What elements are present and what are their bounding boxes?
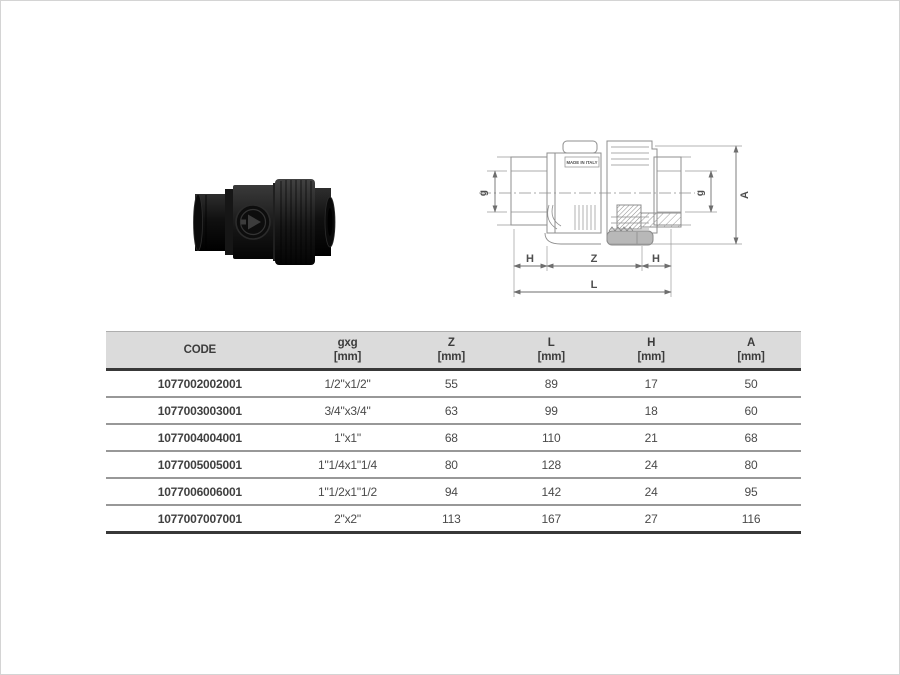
cell-gxg: 1"1/2x1"1/2 [317,484,378,499]
column-header-a: A [mm] [737,336,765,363]
technical-drawing-svg [449,109,761,311]
dim-label-l: L [590,279,598,291]
table-row [106,398,801,425]
cell-h: 27 [644,511,658,526]
cell-a: 60 [744,403,758,418]
table-row [106,452,801,479]
cell-a: 116 [741,511,761,526]
cell-gxg: 1"1/4x1"1/4 [317,457,378,472]
fitting-photo [194,179,336,265]
cell-gxg: 1"x1" [334,430,361,445]
cell-z: 113 [442,511,461,526]
extension-lines [487,146,742,297]
cell-l: 99 [544,403,558,418]
cell-a: 95 [744,484,758,499]
cell-code: 1077006006001 [157,484,242,499]
cell-gxg: 2"x2" [334,511,361,526]
cell-z: 55 [444,376,458,391]
cell-h: 24 [644,484,658,499]
dim-label-g-left: g [478,189,489,197]
column-header-z: Z [mm] [437,336,465,363]
column-header-code: CODE [183,343,217,356]
cell-code: 1077005005001 [157,457,242,472]
dim-label-z: Z [590,253,598,265]
cell-l: 128 [541,457,561,472]
cell-code: 1077003003001 [157,403,242,418]
cell-a: 68 [744,430,758,445]
dim-label-a: A [739,191,751,199]
table-header-row [106,331,801,371]
made-in-italy-label [565,157,599,167]
cell-z: 94 [444,484,458,499]
dimension-lines [495,146,736,292]
cell-h: 17 [644,376,658,391]
cell-a: 80 [744,457,758,472]
column-header-l: L [mm] [537,336,565,363]
table-row [106,371,801,398]
column-header-h: H [mm] [637,336,665,363]
cell-h: 18 [644,403,658,418]
technical-drawing [449,109,761,311]
cell-code: 1077007007001 [157,511,242,526]
cell-z: 63 [444,403,458,418]
cell-z: 68 [444,430,458,445]
table-row [106,506,801,534]
table-row [106,479,801,506]
cell-h: 21 [644,430,658,445]
cell-code: 1077004004001 [157,430,242,445]
grip-ring [607,227,653,245]
product-photo [189,171,341,273]
cell-l: 142 [541,484,561,499]
circular-arrow-logo-icon [236,205,270,239]
cell-h: 24 [644,457,658,472]
dim-label-g-right: g [695,189,706,197]
cell-z: 80 [444,457,458,472]
cell-gxg: 3/4"x3/4" [324,403,371,418]
dim-label-h-right: H [652,253,660,265]
cell-l: 110 [541,430,561,445]
column-header-gxg: gxg [mm] [333,336,362,363]
cell-code: 1077002002001 [157,376,242,391]
table-row [106,425,801,452]
cell-l: 89 [544,376,558,391]
product-photo-svg [189,171,341,273]
made-in-italy-text: MADE IN ITALY [566,160,598,165]
cell-a: 50 [744,376,758,391]
spec-table [106,331,801,534]
cell-l: 167 [541,511,561,526]
cell-gxg: 1/2"x1/2" [324,376,371,391]
table-body [106,371,801,534]
dim-label-h-left: H [526,253,534,265]
